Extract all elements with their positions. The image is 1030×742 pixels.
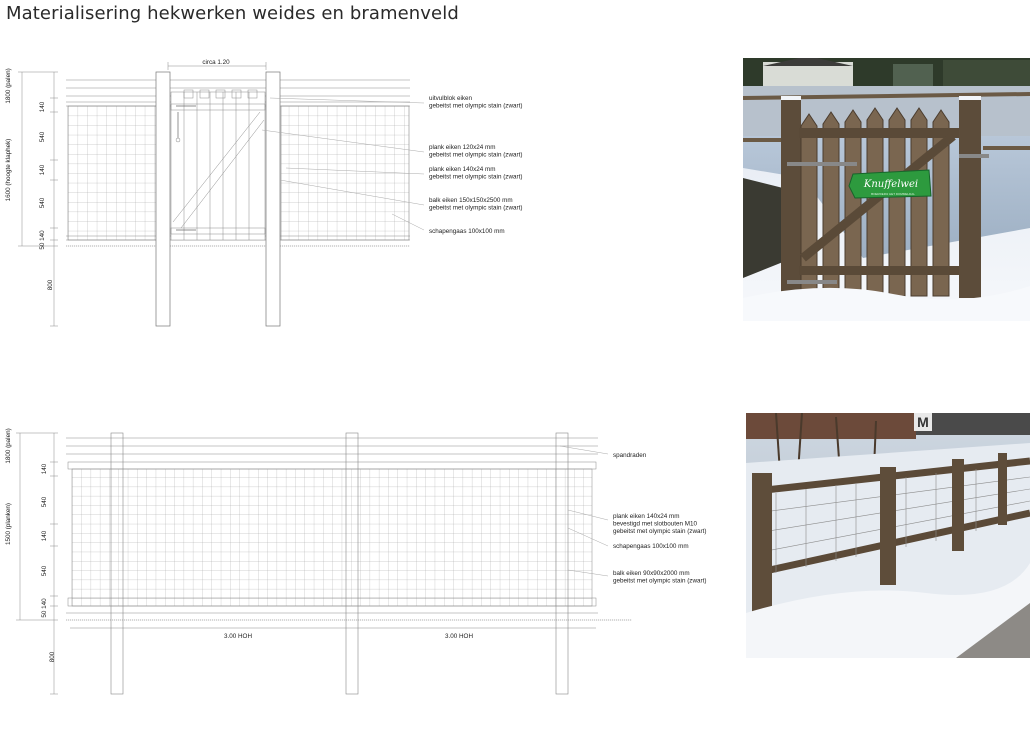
page-title: Materialisering hekwerken weides en bramenveld <box>6 3 459 24</box>
dim-label: 50 140 <box>39 230 46 250</box>
fence-photo <box>746 413 1030 658</box>
dim-label: 140 <box>39 164 46 176</box>
dim-total-height: 1800 (palen) <box>5 68 12 104</box>
dim-post-spacing: 3.00 HOH <box>224 633 252 640</box>
annotation-balk: balk eiken 90x90x2000 mm gebeitst met olympic stain (zwart) <box>613 570 707 585</box>
annotation-spandraden: spandraden <box>613 452 647 459</box>
dim-post-spacing: 3.00 HOH <box>445 633 473 640</box>
annotation-balk: balk eiken 150x150x2500 mm gebeitst met olympic stain (zwart) <box>429 197 523 212</box>
annotation-plank: plank eiken 140x24 mm bevestigd met slotbouten M10 gebeitst met olympic stain (zwart) <box>613 513 707 535</box>
annotation-plank-140: plank eiken 140x24 mm gebeitst met olympic stain (zwart) <box>429 166 523 181</box>
dim-gate-height: 1600 (hoogte klaphek) <box>5 138 12 202</box>
annotation-plank-120: plank eiken 120x24 mm gebeitst met olympic stain (zwart) <box>429 144 523 159</box>
dim-label: 800 <box>49 651 56 663</box>
dim-label: 800 <box>47 279 54 291</box>
dim-label: 140 <box>39 101 46 113</box>
annotation-schapengaas: schapengaas 100x100 mm <box>613 543 689 550</box>
gate-photo <box>743 58 1030 321</box>
dim-plank-height: 1500 (planken) <box>5 502 12 546</box>
gate-drawing <box>5 59 522 326</box>
dim-label: 540 <box>41 565 48 577</box>
annotation-uitvulblok: uitvulblok eiken gebeitst met olympic stain (zwart) <box>429 95 523 110</box>
dim-total-height: 1800 (palen) <box>5 428 12 464</box>
dim-label: 540 <box>39 197 46 209</box>
annotation-schapengaas: schapengaas 100x100 mm <box>429 228 505 235</box>
fence-drawing <box>5 428 706 694</box>
building-letter: M <box>917 414 929 430</box>
gate-sign-subtext: BOERDERIJ HET DOMMELDAL <box>871 192 915 196</box>
dim-label: 540 <box>41 496 48 508</box>
dim-label: 540 <box>39 131 46 143</box>
dim-label: 50 140 <box>41 598 48 618</box>
dim-label: 140 <box>41 463 48 475</box>
gate-sign-text: Knuffelwei <box>863 179 919 190</box>
dim-label: 140 <box>41 530 48 542</box>
dim-top-width: circa 1.20 <box>202 59 230 66</box>
